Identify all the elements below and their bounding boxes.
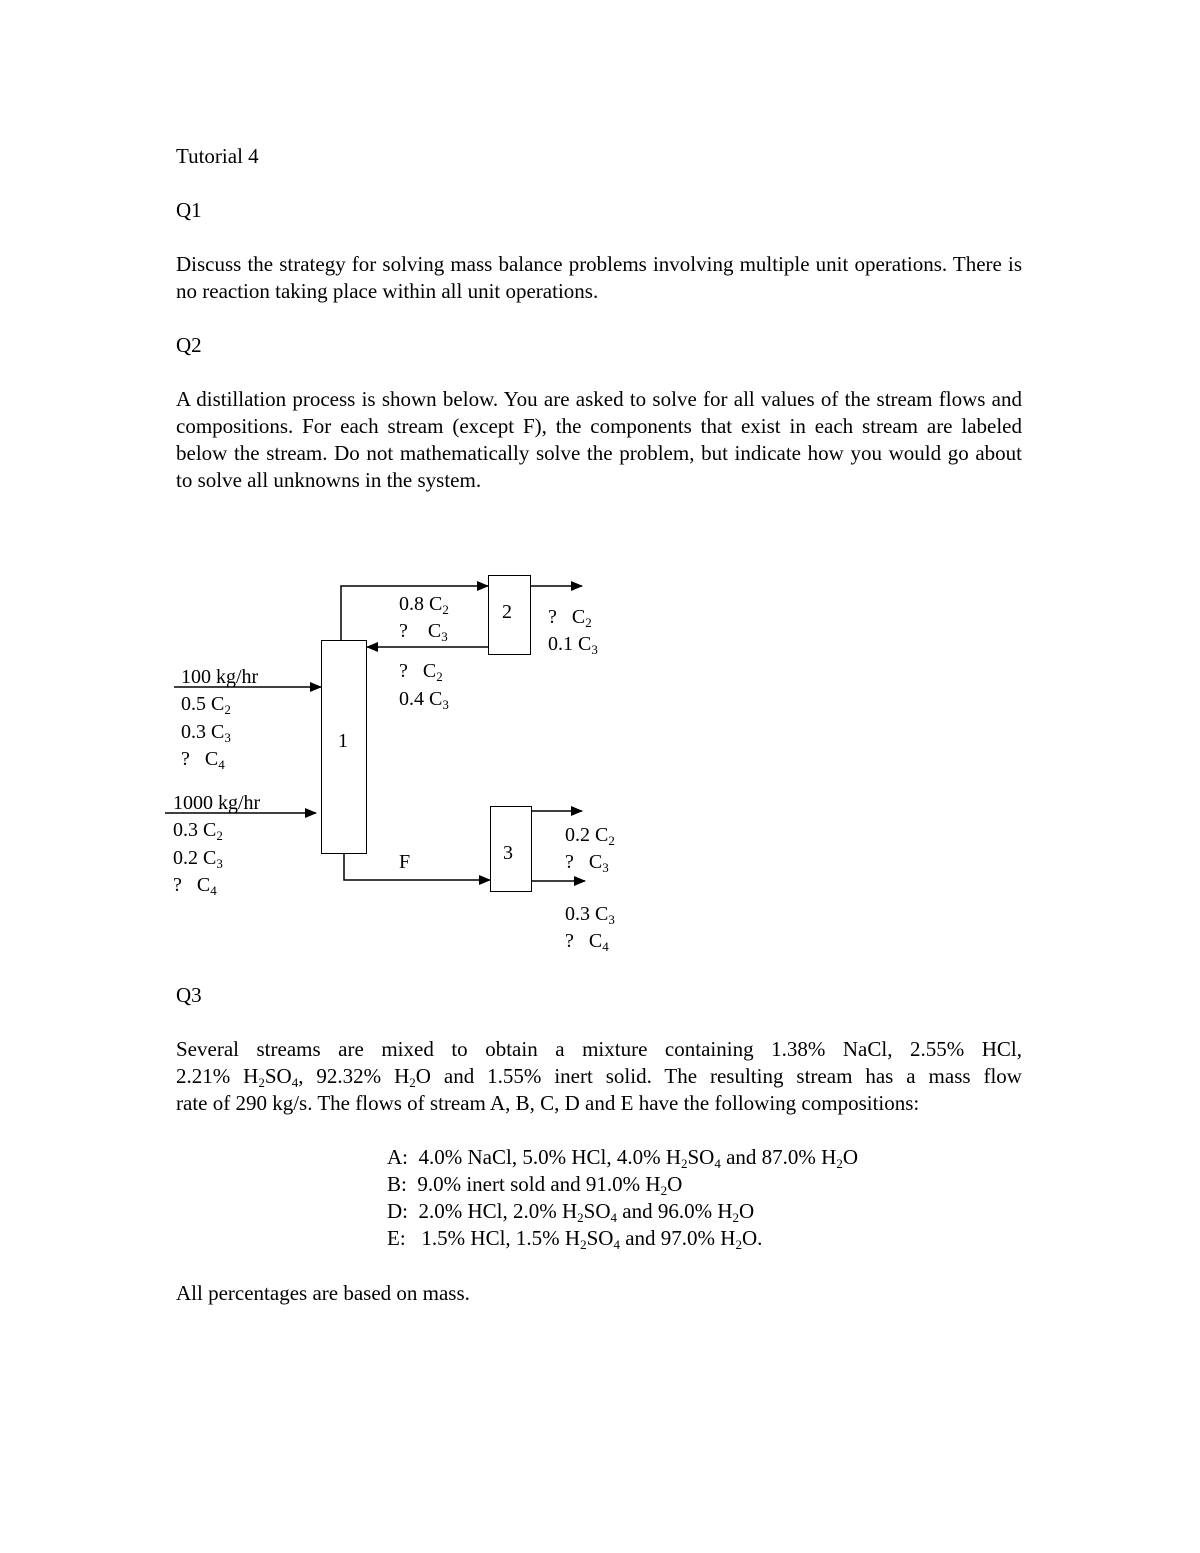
feed2-c3: 0.2 $C_3$ bbox=[173, 847, 223, 871]
out2-c2: ? $C_2$ bbox=[548, 606, 592, 630]
out2-c3: 0.1 $C_3$ bbox=[548, 633, 598, 657]
page-title: Tutorial 4 bbox=[176, 144, 259, 168]
stream-F-line bbox=[344, 853, 490, 880]
unit-1-label: 1 bbox=[338, 730, 348, 752]
stream-a: A: 4.0% NaCl, 5.0% HCl, 4.0% $H_2SO_4$ and 87.0% $H_2O$ bbox=[387, 1145, 858, 1171]
feed1-c3: 0.3 $C_3$ bbox=[181, 721, 231, 745]
stream-d: D: 2.0% HCl, 2.0% $H_2SO_4$ and 96.0% $H_2O$ bbox=[387, 1199, 755, 1225]
feed2-flow: 1000 kg/hr bbox=[173, 792, 261, 814]
q2-text: A distillation process is shown below. You are asked to solve for all values of the stream flows and compositions. For each stream (except F), the components that exist in each stream are labeled below the stream. Do not mathematically solve the problem, but indicate how you would go about to solve all unknowns in the system. bbox=[176, 387, 1022, 492]
stream-b: B: 9.0% inert sold and 91.0% $H_2O$ bbox=[387, 1172, 683, 1198]
q3-intro-line1: Several streams are mixed to obtain a mixture containing 1.38% NaCl, 2.55% HCl, bbox=[176, 1037, 1022, 1061]
stream-e: E: 1.5% HCl, 1.5% $H_2SO_4$ and 97.0% $H_2O$. bbox=[387, 1226, 763, 1252]
feed1-c4: ? $C_4$ bbox=[181, 748, 225, 772]
out3-top-c3: ? $C_3$ bbox=[565, 851, 609, 875]
reflux-c3: 0.4 $C_3$ bbox=[399, 688, 449, 712]
feed2-c4: ? $C_4$ bbox=[173, 874, 217, 898]
stream-F-label: F bbox=[399, 851, 411, 873]
q3-intro-line3: rate of 290 kg/s. The flows of stream A, B, C, D and E have the following compositions: bbox=[176, 1091, 920, 1115]
feed1-flow: 100 kg/hr bbox=[181, 666, 259, 688]
q3-heading: Q3 bbox=[176, 983, 202, 1007]
out3-bottom-c4: ? $C_4$ bbox=[565, 930, 609, 954]
out3-top-c2: 0.2 $C_2$ bbox=[565, 824, 615, 848]
feed2-c2: 0.3 $C_2$ bbox=[173, 819, 223, 843]
unit-2-label: 2 bbox=[502, 601, 512, 623]
unit-3-label: 3 bbox=[503, 842, 513, 864]
out3-bottom-c3: 0.3 $C_3$ bbox=[565, 903, 615, 927]
q1-text: Discuss the strategy for solving mass balance problems involving multiple unit operations. There is no reaction taking place within all unit operations. bbox=[176, 252, 1022, 303]
q3-intro-line2: 2.21% $H_2SO_4$, 92.32% $H_2O$ and 1.55% inert solid. The resulting stream has a mass flow bbox=[176, 1064, 1022, 1090]
top-c2: 0.8 $C_2$ bbox=[399, 593, 449, 617]
feed1-c2: 0.5 $C_2$ bbox=[181, 693, 231, 717]
q1-heading: Q1 bbox=[176, 198, 202, 222]
reflux-c2: ? $C_2$ bbox=[399, 660, 443, 684]
top-c3: ? $C_3$ bbox=[399, 620, 448, 644]
q3-footer: All percentages are based on mass. bbox=[176, 1281, 470, 1305]
q2-heading: Q2 bbox=[176, 333, 202, 357]
